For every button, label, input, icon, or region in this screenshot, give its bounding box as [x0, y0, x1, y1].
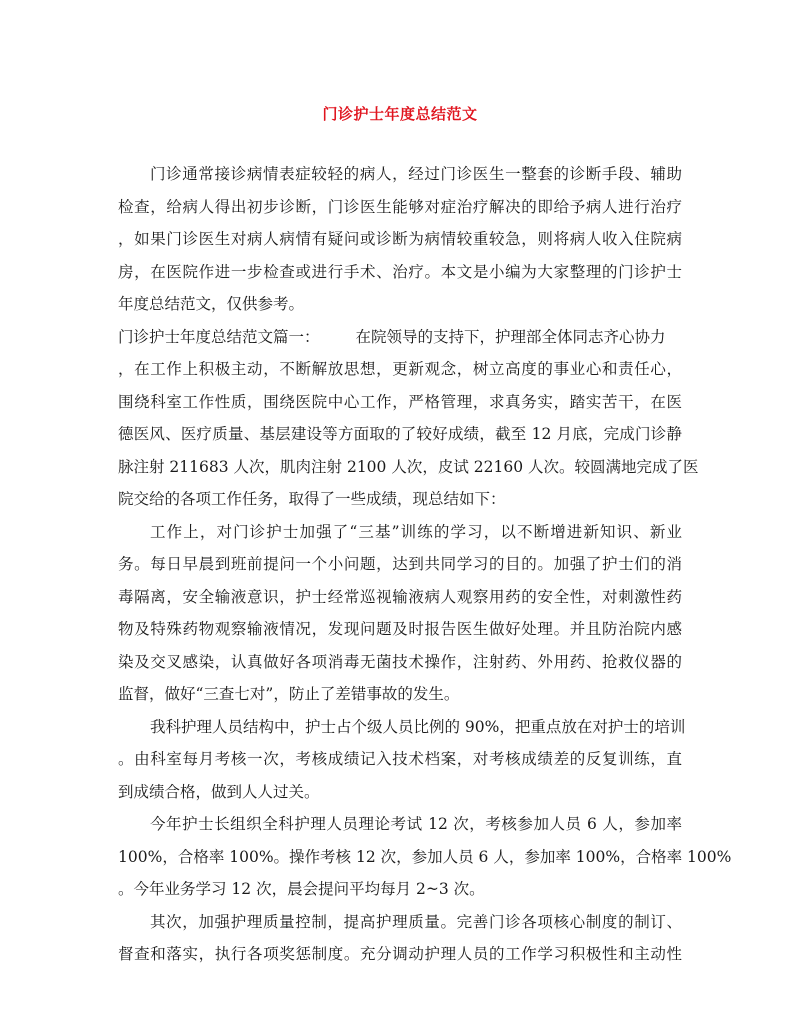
paragraph-line: 督查和落实，执行各项奖惩制度。充分调动护理人员的工作学习积极性和主动性	[118, 945, 682, 963]
paragraph-line: 。由科室每月考核一次，考核成绩记入技术档案，对考核成绩差的反复训练，直	[118, 750, 682, 768]
paragraph-line: 到成绩合格，做到人人过关。	[118, 782, 320, 801]
paragraph-line: ，在工作上积极主动，不断解放思想，更新观念，树立高度的事业心和责任心，	[118, 360, 682, 378]
document-title: 门诊护士年度总结范文	[322, 105, 478, 123]
paragraph-line: 院交给的各项工作任务，取得了一些成绩，现总结如下：	[118, 490, 506, 508]
paragraph-line: 。今年业务学习 12 次，晨会提问平均每月 2~3 次。	[118, 880, 485, 898]
document-body	[118, 158, 732, 971]
paragraph-line: 其次，加强护理质量控制，提高护理质量。完善门诊各项核心制度的制订、	[150, 912, 682, 931]
paragraph-line: 在院领导的支持下，护理部全体同志齐心协力	[355, 327, 666, 346]
paragraph-line: ，如果门诊医生对病人病情有疑问或诊断为病情较重较急，则将病人收入住院病	[118, 230, 682, 248]
paragraph-line: 今年护士长组织全科护理人员理论考试 12 次，考核参加人员 6 人，参加率	[150, 815, 682, 833]
paragraph-line: 物及特殊药物观察输液情况，发现问题及时报告医生做好处理。并且防治院内感	[118, 620, 682, 638]
paragraph-line: 毒隔离，安全输液意识，护士经常巡视输液病人观察用药的安全性，对刺激性药	[118, 587, 682, 606]
paragraph-line: 房，在医院作进一步检查或进行手术、治疗。本文是小编为大家整理的门诊护士	[118, 262, 682, 281]
section-heading: 门诊护士年度总结范文篇一：	[118, 327, 320, 346]
paragraph-line: 围绕科室工作性质，围绕医院中心工作，严格管理，求真务实，踏实苦干，在医	[118, 392, 682, 411]
paragraph-line: 染及交叉感染，认真做好各项消毒无菌技术操作，注射药、外用药、抢救仪器的	[118, 652, 682, 671]
paragraph-line: 工作上，对门诊护士加强了“三基”训练的学习，以不断增进新知识、新业	[150, 522, 682, 541]
paragraph-line: 检查，给病人得出初步诊断，门诊医生能够对症治疗解决的即给予病人进行治疗	[118, 197, 682, 216]
paragraph-line: 100%，合格率 100%。操作考核 12 次，参加人员 6 人，参加率 100%，合格率 100%	[118, 847, 732, 866]
paragraph-line: 脉注射 211683 人次，肌肉注射 2100 人次，皮试 22160 人次。较圆满地完成了医	[118, 457, 699, 476]
paragraph-line: 务。每日早晨到班前提问一个小问题，达到共同学习的目的。加强了护士们的消	[118, 555, 682, 573]
paragraph-line: 监督，做好“三查七对”，防止了差错事故的发生。	[118, 685, 460, 703]
section-heading-line	[118, 321, 682, 354]
paragraph-line: 我科护理人员结构中，护士占个级人员比例的 90%，把重点放在对护士的培训	[150, 717, 686, 736]
paragraph-line: 年度总结范文，仅供参考。	[118, 295, 305, 313]
paragraph-line: 德医风、医疗质量、基层建设等方面取的了较好成绩，截至 12 月底，完成门诊静	[118, 425, 682, 443]
paragraph-line: 门诊通常接诊病情表症较轻的病人，经过门诊医生一整套的诊断手段、辅助	[150, 165, 682, 183]
